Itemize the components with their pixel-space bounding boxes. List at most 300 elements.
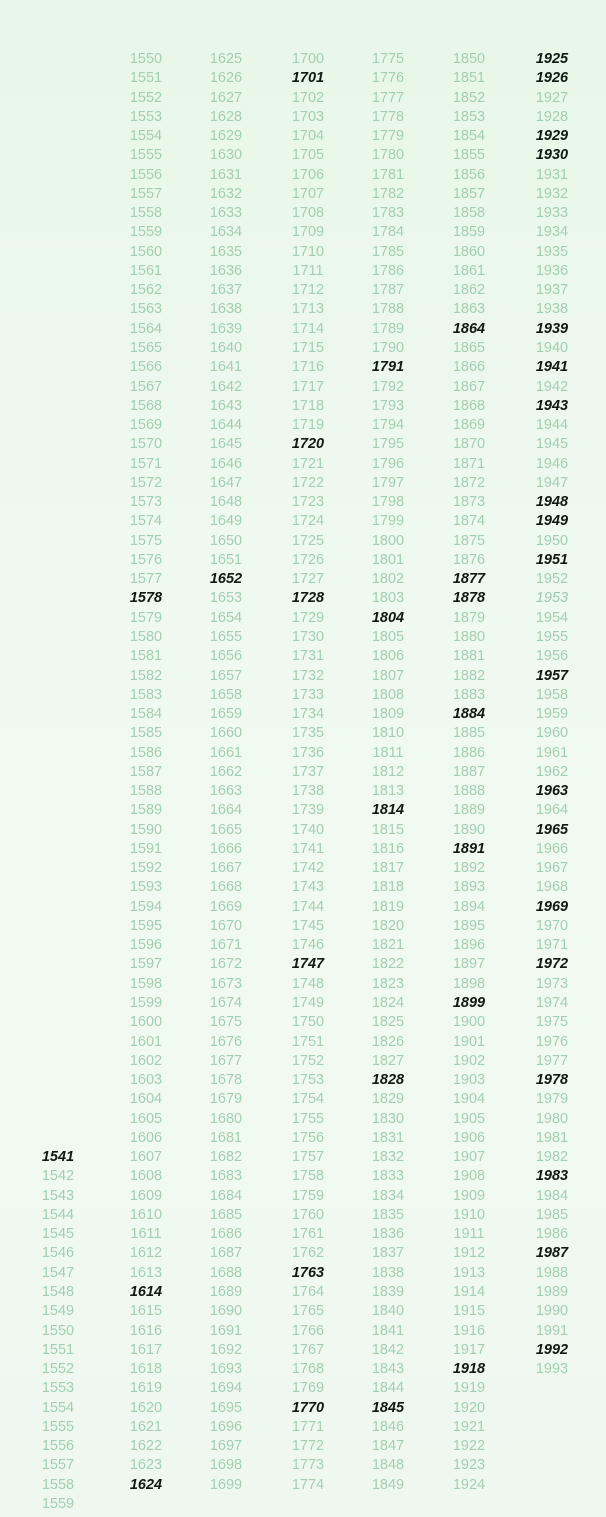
year-cell: 1873: [452, 494, 486, 511]
year-cell: 1631: [209, 166, 243, 183]
year-cell: 1906: [452, 1129, 486, 1146]
year-cell: 1681: [209, 1129, 243, 1146]
highlighted-year: 1541: [41, 1149, 75, 1166]
year-cell: 1754: [291, 1091, 325, 1108]
year-cell: 1912: [452, 1245, 486, 1262]
year-cell: 1674: [209, 995, 243, 1012]
year-cell: 1742: [291, 860, 325, 877]
year-cell: 1788: [371, 301, 405, 318]
year-cell: 1818: [371, 879, 405, 896]
year-cell: 1557: [129, 185, 163, 202]
year-cell: 1985: [535, 1206, 569, 1223]
year-cell: 1825: [371, 1014, 405, 1031]
year-cell: 1993: [535, 1361, 569, 1378]
year-cell: 1625: [209, 51, 243, 67]
year-cell: 1628: [209, 108, 243, 125]
year-cell: 1635: [209, 243, 243, 260]
year-cell: 1910: [452, 1206, 486, 1223]
year-cell: 1855: [452, 147, 486, 164]
year-cell: 1790: [371, 339, 405, 356]
year-cell: 1569: [129, 417, 163, 434]
year-cell: 1575: [129, 532, 163, 549]
year-cell: 1574: [129, 513, 163, 530]
year-cell: 1971: [535, 937, 569, 954]
year-cell: 1937: [535, 282, 569, 299]
year-cell: 1705: [291, 147, 325, 164]
year-cell: 1861: [452, 262, 486, 279]
year-cell: 1954: [535, 609, 569, 626]
highlighted-year: 1948: [535, 494, 569, 511]
year-cell: 1730: [291, 628, 325, 645]
year-cell: 1798: [371, 494, 405, 511]
year-cell: 1717: [291, 378, 325, 395]
year-cell: 1608: [129, 1168, 163, 1185]
year-cell: 1894: [452, 898, 486, 915]
year-cell: 1863: [452, 301, 486, 318]
year-cell: 1560: [129, 243, 163, 260]
year-cell: 1586: [129, 744, 163, 761]
year-cell: 1603: [129, 1072, 163, 1089]
year-cell: 1775: [371, 51, 405, 67]
year-cell: 1902: [452, 1052, 486, 1069]
year-cell: 1602: [129, 1052, 163, 1069]
year-cell: 1613: [129, 1264, 163, 1281]
year-cell: 1618: [129, 1361, 163, 1378]
year-cell: 1751: [291, 1033, 325, 1050]
year-cell: 1564: [129, 320, 163, 337]
highlighted-year: 1845: [371, 1399, 405, 1416]
year-cell: 1962: [535, 763, 569, 780]
year-cell: 1837: [371, 1245, 405, 1262]
year-cell: 1933: [535, 205, 569, 222]
year-cell: 1735: [291, 725, 325, 742]
year-cell: 1829: [371, 1091, 405, 1108]
year-cell: 1759: [291, 1187, 325, 1204]
year-cell: 1550: [129, 51, 163, 67]
year-cell: 1947: [535, 474, 569, 491]
year-cell: 1793: [371, 397, 405, 414]
year-cell: 1709: [291, 224, 325, 241]
year-cell: 1708: [291, 205, 325, 222]
year-cell: 1606: [129, 1129, 163, 1146]
year-cell: 1675: [209, 1014, 243, 1031]
highlighted-year: 1763: [291, 1264, 325, 1281]
year-cell: 1928: [535, 108, 569, 125]
year-cell: 1833: [371, 1168, 405, 1185]
highlighted-year: 1864: [452, 320, 486, 337]
year-cell: 1650: [209, 532, 243, 549]
highlighted-year: 1701: [291, 70, 325, 87]
highlighted-year: 1987: [535, 1245, 569, 1262]
year-cell: 1640: [209, 339, 243, 356]
year-cell: 1870: [452, 436, 486, 453]
year-cell: 1776: [371, 70, 405, 87]
year-cell: 1841: [371, 1322, 405, 1339]
highlighted-year: 1747: [291, 956, 325, 973]
year-cell: 1819: [371, 898, 405, 915]
year-cell: 1543: [41, 1187, 75, 1204]
year-column: [433, 50, 505, 1495]
year-cell: 1688: [209, 1264, 243, 1281]
year-cell: 1572: [129, 474, 163, 491]
year-cell: 1741: [291, 840, 325, 857]
year-cell: 1667: [209, 860, 243, 877]
year-cell: 1722: [291, 474, 325, 491]
year-cell: 1853: [452, 108, 486, 125]
year-cell: 1637: [209, 282, 243, 299]
year-cell: 1563: [129, 301, 163, 318]
year-cell: 1859: [452, 224, 486, 241]
year-cell: 1800: [371, 532, 405, 549]
year-cell: 1816: [371, 840, 405, 857]
year-cell: 1901: [452, 1033, 486, 1050]
year-cell: 1838: [371, 1264, 405, 1281]
year-cell: 1607: [129, 1149, 163, 1166]
highlighted-year: 1992: [535, 1341, 569, 1358]
year-cell: 1696: [209, 1418, 243, 1435]
year-cell: 1823: [371, 975, 405, 992]
year-cell: 1691: [209, 1322, 243, 1339]
year-cell: 1940: [535, 339, 569, 356]
year-cell: 1866: [452, 359, 486, 376]
year-cell: 1970: [535, 917, 569, 934]
year-cell: 1714: [291, 320, 325, 337]
year-cell: 1862: [452, 282, 486, 299]
year-cell: 1967: [535, 860, 569, 877]
year-cell: 1826: [371, 1033, 405, 1050]
year-cell: 1982: [535, 1149, 569, 1166]
year-cell: 1590: [129, 821, 163, 838]
year-cell: 1547: [41, 1264, 75, 1281]
year-cell: 1659: [209, 706, 243, 723]
year-cell: 1581: [129, 648, 163, 665]
year-cell: 1796: [371, 455, 405, 472]
year-cell: 1832: [371, 1149, 405, 1166]
year-cell: 1904: [452, 1091, 486, 1108]
year-cell: 1924: [452, 1476, 486, 1493]
year-cell: 1657: [209, 667, 243, 684]
highlighted-year: 1939: [535, 320, 569, 337]
year-cell: 1921: [452, 1418, 486, 1435]
year-cell: 1732: [291, 667, 325, 684]
year-cell: 1695: [209, 1399, 243, 1416]
year-cell: 1549: [41, 1303, 75, 1320]
year-cell: 1623: [129, 1457, 163, 1474]
year-cell: 1684: [209, 1187, 243, 1204]
year-cell: 1834: [371, 1187, 405, 1204]
year-cell: 1559: [129, 224, 163, 241]
year-cell: 1815: [371, 821, 405, 838]
year-cell: 1980: [535, 1110, 569, 1127]
year-cell: 1914: [452, 1284, 486, 1300]
year-cell: 1719: [291, 417, 325, 434]
year-cell: 1643: [209, 397, 243, 414]
year-column: [22, 50, 94, 1514]
year-cell: 1761: [291, 1226, 325, 1243]
year-cell: 1700: [291, 51, 325, 67]
year-cell: 1713: [291, 301, 325, 318]
year-cell: 1803: [371, 590, 405, 607]
year-cell: 1712: [291, 282, 325, 299]
year-cell: 1671: [209, 937, 243, 954]
highlighted-year: 1814: [371, 802, 405, 819]
year-cell: 1868: [452, 397, 486, 414]
year-cell: 1758: [291, 1168, 325, 1185]
highlighted-year: 1949: [535, 513, 569, 530]
year-cell: 1852: [452, 89, 486, 106]
year-cell: 1897: [452, 956, 486, 973]
year-cell: 1707: [291, 185, 325, 202]
year-cell: 1934: [535, 224, 569, 241]
year-cell: 1685: [209, 1206, 243, 1223]
highlighted-year: 1652: [209, 571, 243, 588]
year-cell: 1565: [129, 339, 163, 356]
year-cell: 1579: [129, 609, 163, 626]
year-cell: 1820: [371, 917, 405, 934]
year-cell: 1554: [41, 1399, 75, 1416]
year-cell: 1555: [41, 1418, 75, 1435]
year-cell: 1772: [291, 1438, 325, 1455]
year-cell: 1548: [41, 1284, 75, 1300]
year-cell: 1651: [209, 551, 243, 568]
year-cell: 1551: [129, 70, 163, 87]
year-cell: 1704: [291, 128, 325, 145]
year-cell: 1961: [535, 744, 569, 761]
year-cell: 1755: [291, 1110, 325, 1127]
year-cell: 1927: [535, 89, 569, 106]
highlighted-year: 1899: [452, 995, 486, 1012]
year-cell: 1711: [292, 262, 324, 279]
year-cell: 1596: [129, 937, 163, 954]
year-cell: 1550: [41, 1322, 75, 1339]
year-cell: 1672: [209, 956, 243, 973]
year-cell: 1567: [129, 378, 163, 395]
year-cell: 1739: [291, 802, 325, 819]
year-cell: 1860: [452, 243, 486, 260]
year-cell: 1619: [129, 1380, 163, 1397]
year-cell: 1553: [41, 1380, 75, 1397]
highlighted-year: 1791: [371, 359, 405, 376]
year-cell: 1715: [291, 339, 325, 356]
year-cell: 1694: [209, 1380, 243, 1397]
year-cell: 1774: [291, 1476, 325, 1493]
year-cell: 1584: [129, 706, 163, 723]
year-cell: 1669: [209, 898, 243, 915]
year-cell: 1737: [291, 763, 325, 780]
year-cell: 1898: [452, 975, 486, 992]
highlighted-year: 1728: [291, 590, 325, 607]
highlighted-year: 1578: [129, 590, 163, 607]
highlighted-year: 1877: [452, 571, 486, 588]
year-cell: 1682: [209, 1149, 243, 1166]
year-cell: 1542: [41, 1168, 75, 1185]
year-cell: 1981: [535, 1129, 569, 1146]
year-cell: 1666: [209, 840, 243, 857]
year-cell: 1835: [371, 1206, 405, 1223]
year-cell: 1875: [452, 532, 486, 549]
year-cell: 1557: [41, 1457, 75, 1474]
year-cell: 1593: [129, 879, 163, 896]
highlighted-year: 1926: [535, 70, 569, 87]
year-cell: 1765: [291, 1303, 325, 1320]
year-cell: 1881: [452, 648, 486, 665]
highlighted-year: 1972: [535, 956, 569, 973]
year-cell: 1611: [130, 1226, 162, 1243]
year-cell: 1680: [209, 1110, 243, 1127]
year-cell: 1888: [452, 783, 486, 800]
year-column: [352, 50, 424, 1495]
year-cell: 1706: [291, 166, 325, 183]
year-cell: 1958: [535, 686, 569, 703]
year-cell: 1641: [209, 359, 243, 376]
year-cell: 1576: [129, 551, 163, 568]
year-cell: 1604: [129, 1091, 163, 1108]
year-cell: 1874: [452, 513, 486, 530]
year-cell: 1931: [535, 166, 569, 183]
year-cell: 1620: [129, 1399, 163, 1416]
year-cell: 1673: [209, 975, 243, 992]
year-cell: 1552: [41, 1361, 75, 1378]
year-cell: 1591: [129, 840, 163, 857]
year-cell: 1952: [535, 571, 569, 588]
year-cell: 1892: [452, 860, 486, 877]
year-cell: 1792: [371, 378, 405, 395]
highlighted-year: 1951: [535, 551, 569, 568]
year-cell: 1843: [371, 1361, 405, 1378]
year-cell: 1955: [535, 628, 569, 645]
year-cell: 1872: [452, 474, 486, 491]
year-cell: 1686: [209, 1226, 243, 1243]
year-cell: 1653: [209, 590, 243, 607]
year-cell: 1990: [535, 1303, 569, 1320]
year-cell: 1764: [291, 1284, 325, 1300]
highlighted-year: 1770: [291, 1399, 325, 1416]
year-cell: 1807: [371, 667, 405, 684]
year-cell: 1690: [209, 1303, 243, 1320]
highlighted-year: 1957: [535, 667, 569, 684]
year-cell: 1627: [209, 89, 243, 106]
year-cell: 1880: [452, 628, 486, 645]
year-cell: 1830: [371, 1110, 405, 1127]
year-cell: 1645: [209, 436, 243, 453]
year-cell: 1588: [129, 783, 163, 800]
year-cell: 1656: [209, 648, 243, 665]
year-cell: 1638: [209, 301, 243, 318]
year-cell: 1797: [371, 474, 405, 491]
year-cell: 1683: [209, 1168, 243, 1185]
year-cell: 1649: [209, 513, 243, 530]
year-cell: 1771: [291, 1418, 325, 1435]
year-cell: 1903: [452, 1072, 486, 1089]
year-cell: 1692: [209, 1341, 243, 1358]
highlighted-year: 1941: [535, 359, 569, 376]
year-cell: 1743: [291, 879, 325, 896]
year-cell: 1636: [209, 262, 243, 279]
highlighted-year: 1978: [535, 1072, 569, 1089]
year-cell: 1601: [129, 1033, 163, 1050]
year-cell: 1984: [535, 1187, 569, 1204]
year-cell: 1979: [535, 1091, 569, 1108]
year-cell: 1936: [535, 262, 569, 279]
highlighted-year: 1878: [452, 590, 486, 607]
year-cell: 1886: [452, 744, 486, 761]
year-cell: 1794: [371, 417, 405, 434]
year-cell: 1923: [452, 1457, 486, 1474]
year-cell: 1812: [371, 763, 405, 780]
year-cell: 1865: [452, 339, 486, 356]
year-cell: 1769: [291, 1380, 325, 1397]
year-cell: 1689: [209, 1284, 243, 1300]
year-cell: 1896: [452, 937, 486, 954]
year-cell: 1733: [291, 686, 325, 703]
year-cell: 1986: [535, 1226, 569, 1243]
year-cell: 1738: [291, 783, 325, 800]
year-cell: 1753: [291, 1072, 325, 1089]
year-cell: 1893: [452, 879, 486, 896]
year-cell: 1913: [452, 1264, 486, 1281]
year-cell: 1922: [452, 1438, 486, 1455]
year-cell: 1639: [209, 320, 243, 337]
highlighted-year: 1983: [535, 1168, 569, 1185]
year-cell: 1780: [371, 147, 405, 164]
year-cell: 1744: [291, 898, 325, 915]
year-cell: 1846: [371, 1418, 405, 1435]
year-cell: 1551: [41, 1341, 75, 1358]
year-cell: 1840: [371, 1303, 405, 1320]
year-cell: 1781: [371, 166, 405, 183]
year-cell: 1810: [371, 725, 405, 742]
year-cell: 1605: [129, 1110, 163, 1127]
year-cell: 1554: [129, 128, 163, 145]
year-cell: 1757: [291, 1149, 325, 1166]
year-cell: 1988: [535, 1264, 569, 1281]
year-cell: 1545: [41, 1226, 75, 1243]
year-cell: 1750: [291, 1014, 325, 1031]
year-cell: 1556: [129, 166, 163, 183]
year-cell: 1699: [209, 1476, 243, 1493]
year-cell: 1617: [129, 1341, 163, 1358]
year-cell: 1642: [209, 378, 243, 395]
year-cell: 1546: [41, 1245, 75, 1262]
year-cell: 1827: [371, 1052, 405, 1069]
year-cell: 1975: [535, 1014, 569, 1031]
year-cell: 1824: [371, 995, 405, 1012]
year-cell: 1959: [535, 706, 569, 723]
year-cell: 1648: [209, 494, 243, 511]
year-cell: 1857: [452, 185, 486, 202]
year-cell: 1944: [535, 417, 569, 434]
year-cell: 1615: [129, 1303, 163, 1320]
year-cell: 1822: [371, 956, 405, 973]
year-cell: 1811: [372, 744, 404, 761]
year-cell: 1740: [291, 821, 325, 838]
year-cell: 1976: [535, 1033, 569, 1050]
year-cell: 1773: [291, 1457, 325, 1474]
year-cell: 1585: [129, 725, 163, 742]
year-cell: 1655: [209, 628, 243, 645]
year-cell: 1621: [129, 1418, 163, 1435]
year-cell: 1911: [453, 1226, 485, 1243]
year-cell: 1721: [291, 455, 325, 472]
year-cell: 1748: [291, 975, 325, 992]
year-cell: 1895: [452, 917, 486, 934]
year-cell: 1664: [209, 802, 243, 819]
year-cell: 1729: [291, 609, 325, 626]
year-cell: 1746: [291, 937, 325, 954]
year-cell: 1577: [129, 571, 163, 588]
year-cell: 1562: [129, 282, 163, 299]
year-cell: 1950: [535, 532, 569, 549]
